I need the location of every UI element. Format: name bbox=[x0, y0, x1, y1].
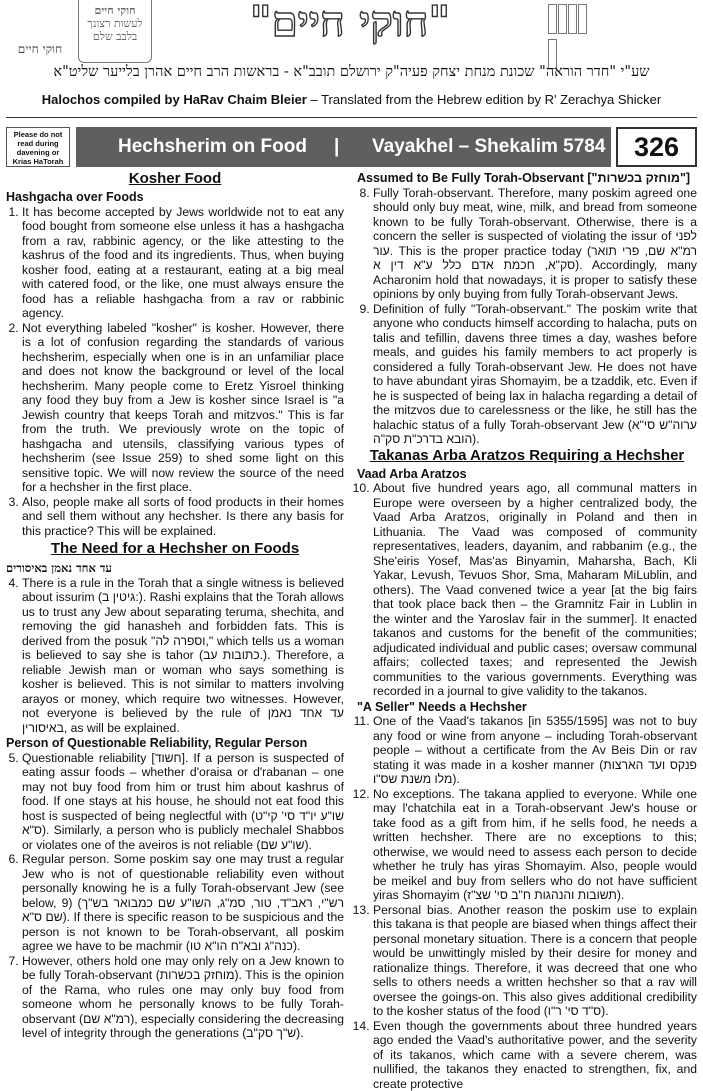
masthead-left-badge bbox=[78, 0, 152, 63]
list-item: 7. However, others hold one may only rely on a Jew known to be fully Torah-observant (מוחזק בכשרות). This is the opinion of the Rama, who rules one may only buy food from someone whom he personally knows to be fully Torah-observant (רמ"א שם), especially considering the decreasing level of integrity through the generations (ש"ך סק"ב). bbox=[22, 954, 344, 1041]
compiler-credit: Halochos compiled by HaRav Chaim Bleier bbox=[42, 92, 307, 107]
section-heading: The Need for a Hechsher on Foods bbox=[6, 540, 344, 558]
list-item: 1. It has become accepted by Jews worldwide not to eat any food bought from someone else unless it has a hashgacha from a rav, rabbinic agency, or the like attesting to the kashrus of the food and its ingredients. Thus, when buying kosher food, eating at a restaurant, eating at a big meal with catered food, or the like, one must always ensure the food has a reliable hashgacha from a rav or rabbinic agency. bbox=[22, 205, 344, 321]
subsection-heading: Vaad Arba Aratzos bbox=[357, 467, 697, 482]
section-heading: Kosher Food bbox=[6, 170, 344, 188]
left-column bbox=[6, 170, 344, 1041]
badge-line: בלבב שלם bbox=[79, 30, 151, 43]
section-heading: Takanas Arba Aratzos Requiring a Hechsher bbox=[357, 447, 697, 465]
reading-notice: Please do not read during davening or Krias HaTorah bbox=[6, 127, 70, 167]
subsection-heading: Hashgacha over Foods bbox=[6, 190, 344, 205]
subsection-heading: Person of Questionable Reliability, Regular Person bbox=[6, 736, 344, 751]
list-item: 4. There is a rule in the Torah that a single witness is believed about issurim (גיטין ב:). Rashi explains that the Torah allows us to trust any Jew about separating teruma, shechita, and removing the gid hanasheh and forbidden fats. This is derived from the posuk "וספרה לה," which tells us a woman is believed to say she is tahor (כתובות עב.). Therefore, a reliable Jewish man or woman who says something is kosher is believed. This is not similar to matters involving arayos or money, which require two witnesses. However, not everyone is believed by the rule of עד אחד נאמן באיסורין, as will be explained. bbox=[22, 576, 344, 736]
masthead-right-badge bbox=[0, 0, 80, 60]
subsection-heading: "A Seller" Needs a Hechsher bbox=[357, 700, 697, 715]
list-item: 13. Personal bias. Another reason the poskim use to explain this takana is that people are biased when things affect their personal monetary situation. There is a concern that people would be unwittingly misled by their desire for money and rationalize things. Therefore, it was decreed that one who sells to others needs a written hechsher so that a rav will oversee the goings-on. This also gives additional credibility to the kosher status of the food (ס"ד סי' ר"ו). bbox=[373, 903, 697, 1019]
hebrew-subheading: עד אחד נאמן באיסורים bbox=[6, 561, 344, 576]
list-item: 6. Regular person. Some poskim say one may trust a regular Jew who is not of questionable reliability even without personally knowing he is a fully Torah-observant Jew (see below, 9) (רש"י, ראב"ד, טור, סמ"ג, השו"ע שם כמבואר בש"ך שם ס"א). If there is specific reason to be suspicious and the person is not known to be Torah-observant, all poskim agree we have to be machmir (כנה"ג ובא"ח הו"א טו). bbox=[22, 852, 344, 954]
issue-number: 326 bbox=[616, 127, 697, 167]
list-item: 10. About five hundred years ago, all communal matters in Europe were overseen by a higher centralized body, the Vaad Arba Aratzos, originally in Poland and then in Lithuania. The Vaad was composed of community representatives, leaders, dayanim, and rabbanim (e.g., the She'eiris Yosef, Mas'as Binyamin, Maharsha, Bach, Kli Yakar, Levush, Tevuos Shor, Sma, Maharam MiLublin, and others). The Vaad convened twice a year [at the big fairs that took place back then – the Gramnitz Fair in Lublin in the winter and the Yaroslav fair in the summer]. It enacted takanos and customs for the benefit of the communities; adjudicated individual and public cases; oversaw communal affairs; collected taxes; and represented the Jewish communities to the various governments. Everything was recorded in a journal to give validity to the takanos. bbox=[373, 481, 697, 699]
issue-banner bbox=[76, 127, 611, 167]
list-item: 11. One of the Vaad's takanos [in 5355/1595] was not to buy any food or wine from anyone – including Torah-observant people – without a certificate from the Av Beis Din or rav stating it was made in a kosher manner (פנקס ועד הארצות מלו משנת שס"ו). bbox=[373, 714, 697, 787]
right-column bbox=[357, 170, 697, 1091]
english-subtitle bbox=[0, 92, 703, 107]
divider bbox=[6, 117, 697, 118]
list-item: 8. Fully Torah-observant. Therefore, many poskim agreed one should only buy meat, wine, milk, and bread from someone known to be fully Torah-observant. Otherwise, there is a concern the seller is suspected of violating the issur of לפני עור. This is the proper practice today (רמ"א שם, פרי תואר סק"א, חכמת אדם כלל ע"א דין א). Accordingly, many Acharonim hold that nowadays, it is proper to satisfy these opinions by only buying from fully Torah-observant Jews. bbox=[373, 186, 697, 302]
list-item: 5. Questionable reliability [חשוד]. If a person is suspected of eating assur foods – whether d'oraisa or d'rabanan – one may not buy food from him or trust him about kashrus of food. If one stays at his house, he should not eat food this host is suspected of being neglectful with (שו"ע יו"ד סי' קי"ט ס"א). Similarly, a person who is publicly mechalel Shabbos or violates one of the aveiros is not reliable (שו"ע שם). bbox=[22, 751, 344, 853]
hebrew-subtitle: שע"י "חדר הוראה" שכונת מנחת יצחק פעיה"ק ירושלם תובב"א - בראשות הרב חיים אהרן בלייער שליט"א bbox=[0, 64, 703, 81]
masthead-title: "חוקי חיים" bbox=[190, 0, 510, 44]
subsection-heading: Assumed to Be Fully Torah-Observant ["מוחזק בכשרות"] bbox=[357, 171, 697, 186]
banner-topic: Hechsherim on Food bbox=[118, 136, 307, 158]
list-item: 12. No exceptions. The takana applied to everyone. While one may l'chatchila eat in a Torah-observant Jew's house or take food as a gift from him, if he sells food, he needs a written hechsher. There are no exceptions to this; otherwise, we would need to assess each person to decide whether he truly has yiras Shomayim. Also, people would be meikel and buy from sellers who do not have sufficient yiras Shomayim (תשובות והנהגות ח"ב סי' שצ"ז). bbox=[373, 787, 697, 903]
list-item: 14. Even though the governments about three hundred years ago ended the Vaad's authoritative power, and the severity of its takanos, which came with a severe cherem, was nullified, the takanos they enacted to strengthen, fix, and create protective bbox=[373, 1019, 697, 1091]
list-item: 9. Definition of fully "Torah-observant." The poskim write that anyone who conducts himself according to halacha, puts on talis and tefillin, davens three times a day, washes before meals, and guides his family members to act properly is considered a fully Torah-observant Jew. He does not have to have abundant yiras Shomayim, be a tzaddik, etc. Even if he is suspected of being lax in halacha regarding a detail of the mitzvos due to carelessness or the like, he still has the halachic status of a fully Torah-observant Jew (ערוה"ש סי"א הובא בדרכ"ת סק"ה). bbox=[373, 302, 697, 447]
banner-separator: | bbox=[334, 136, 339, 158]
books-icon bbox=[548, 4, 592, 34]
badge-line: חוקי חיים bbox=[79, 4, 151, 17]
translator-credit: – Translated from the Hebrew edition by R' Zerachya Shicker bbox=[307, 92, 661, 107]
list-item: 2. Not everything labeled "kosher" is kosher. However, there is a lot of confusion regarding the standards of various hechsherim, especially when one is in an unfamiliar place and does not know the background or level of the local hechsherim. Many people come to Eretz Yisroel thinking any food they buy from a Jew is kosher since Israel is "a Jewish country that keeps Torah and mitzvos." This is far from the truth. We previously wrote on the topic of hashgacha and utensils, classifying various types of hechsherim (see Issue 259) to shed some light on this sensitive topic. We will now review the source of the need for a hechsher in the first place. bbox=[22, 321, 344, 495]
badge-label: חוקי חיים bbox=[0, 42, 80, 57]
masthead bbox=[0, 0, 703, 60]
badge-line: לעשות רצונך bbox=[79, 17, 151, 30]
list-item: 3. Also, people make all sorts of food products in their homes and sell them without any hechsher. Is there any basis for this practice? This will be explained. bbox=[22, 495, 344, 539]
banner-parsha: Vayakhel – Shekalim 5784 bbox=[372, 136, 605, 158]
